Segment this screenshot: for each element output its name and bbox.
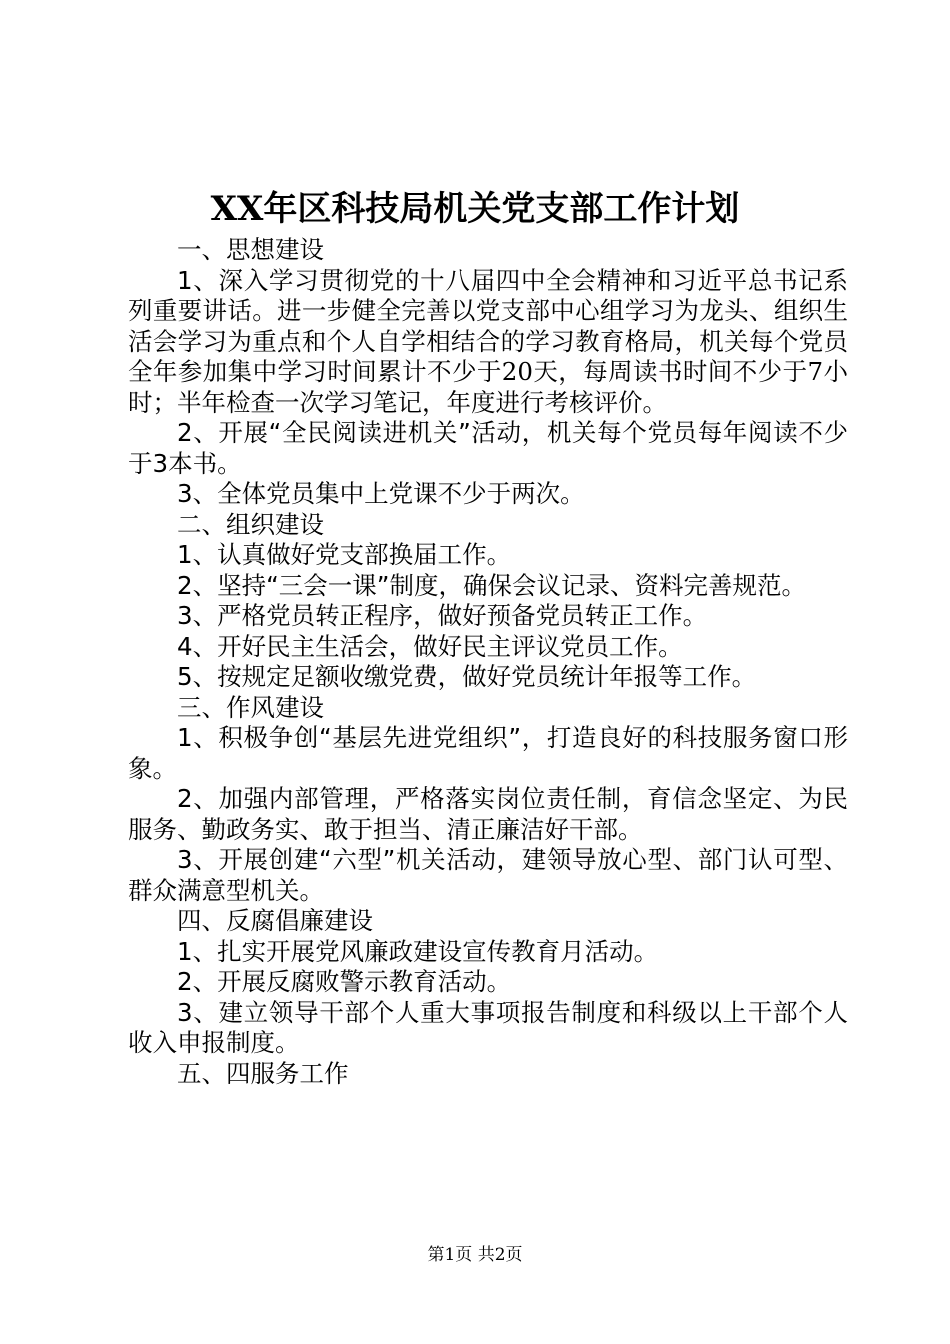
document-body [128, 235, 848, 1089]
paragraph: 1、积极争创“基层先进党组织”，打造良好的科技服务窗口形象。 [128, 723, 848, 783]
paragraph: 3、严格党员转正程序，做好预备党员转正工作。 [177, 601, 708, 630]
paragraph: 2、加强内部管理，严格落实岗位责任制，育信念坚定、为民服务、勤政务实、敢于担当、清正廉洁好干部。 [128, 784, 848, 844]
paragraph: 2、坚持“三会一课”制度，确保会议记录、资料完善规范。 [177, 570, 806, 600]
section-heading: 一、思想建设 [177, 235, 324, 264]
paragraph: 2、开展“全民阅读进机关”活动，机关每个党员每年阅读不少于3本书。 [128, 418, 848, 478]
section-heading: 二、组织建设 [177, 509, 324, 539]
paragraph-continuation: 进一步健全完善以党支部中心组学习为龙头、组织生活会学习为重点和个人自学相结合的学习教育格局，机关每个党员全年参加集中学习时间累计不少于20天，每周读书时间不少于7小时；半年检查一次学习笔记，年度进行考核评价。 [128, 296, 849, 417]
section-heading: 三、作风建设 [177, 692, 324, 722]
section-heading: 五、四服务工作 [177, 1058, 349, 1088]
paragraph: 4、开好民主生活会，做好民主评议党员工作。 [177, 631, 683, 661]
paragraph: 1、深入学习贯彻党的十八届四中全会精神和习近平总书记系列重要讲话。进一步健全完善以党支部中心组学习为龙头、组织生活会学习为重点和个人自学相结合的学习教育格局，机关每个党员全年参加集中学习时间累计不少于20天，每周读书时间不少于7小时；半年检查一次学习笔记，年度进行考核评价。 [128, 265, 849, 417]
document-title: XX年区科技局机关党支部工作计划 [210, 189, 740, 229]
paragraph: 5、按规定足额收缴党费，做好党员统计年报等工作。 [177, 662, 757, 691]
paragraph: 3、开展创建“六型”机关活动，建领导放心型、部门认可型、群众满意型机关。 [128, 845, 848, 905]
paragraph: 1、认真做好党支部换届工作。 [177, 540, 512, 569]
paragraph: 3、全体党员集中上党课不少于两次。 [177, 479, 585, 508]
page-footer: 第1页 共2页 [427, 1245, 523, 1265]
section-heading: 四、反腐倡廉建设 [177, 906, 373, 935]
paragraph: 3、建立领导干部个人重大事项报告制度和科级以上干部个人收入申报制度。 [128, 997, 848, 1057]
paragraph: 2、开展反腐败警示教育活动。 [177, 967, 512, 996]
paragraph: 1、扎实开展党风廉政建设宣传教育月活动。 [177, 936, 659, 966]
